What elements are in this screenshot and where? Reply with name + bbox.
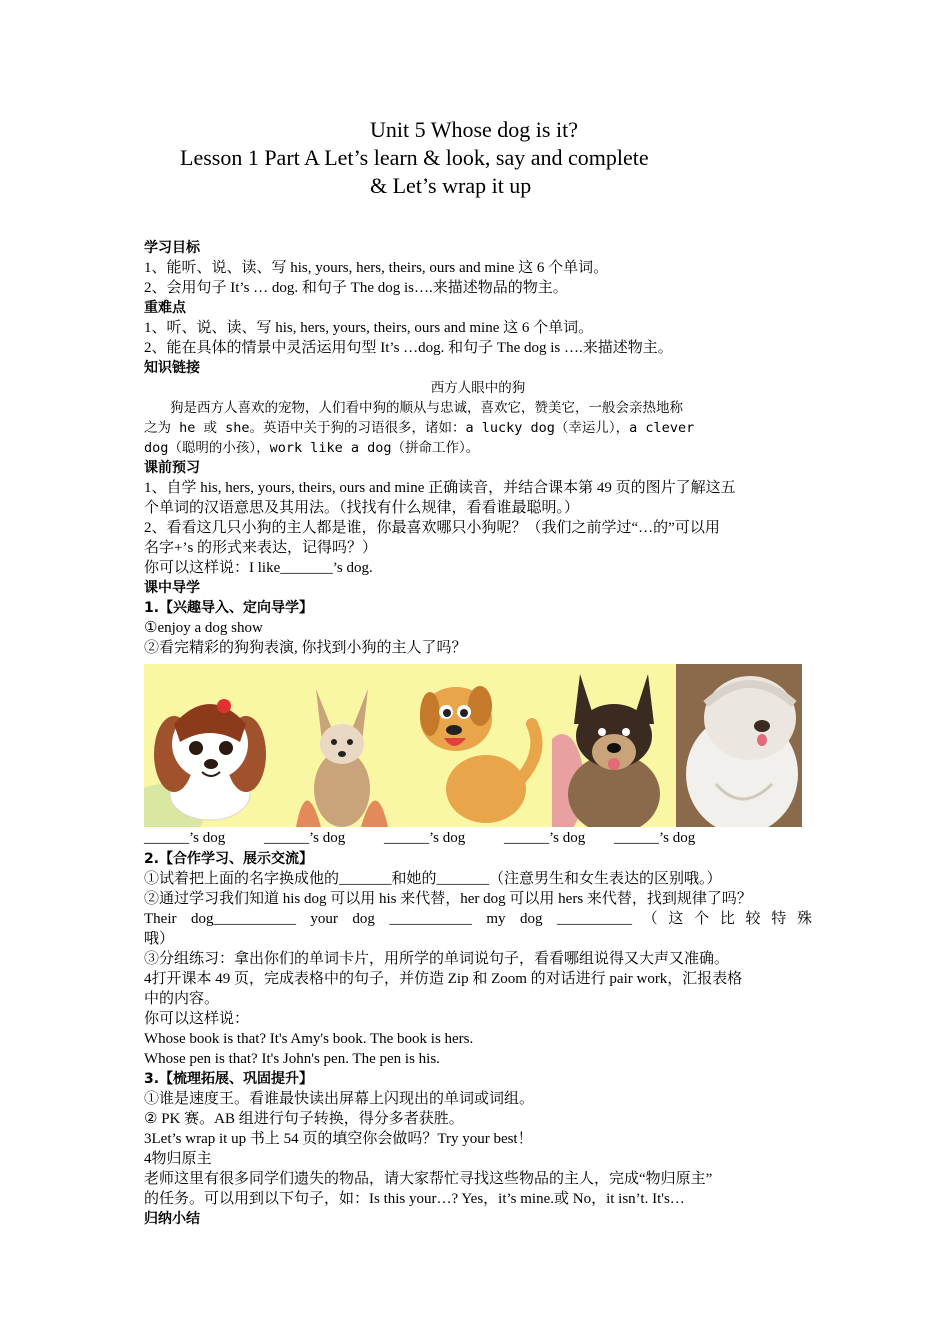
- knowledge-link-title: 西方人眼中的狗: [430, 380, 526, 396]
- step-1-heading: 1.【兴趣导入、定向导学】: [144, 600, 314, 616]
- step-3a: ①谁是速度王。看谁最快读出屏幕上闪现出的单词或词组。: [144, 1091, 535, 1107]
- lesson-title: Lesson 1 Part A Let’s learn & look, say and complete: [180, 145, 649, 170]
- example-sentence-1: Whose book is that? It's Amy's book. The book is hers.: [144, 1031, 474, 1047]
- preview-1b: 个单词的汉语意思及其用法。（找找有什么规律，看看谁最聪明。）: [144, 500, 580, 516]
- goal-1: 1、能听、说、读、写 his, yours, hers, theirs, ours and mine 这 6 个单词。: [144, 260, 609, 276]
- step-2b: ②通过学习我们知道 his dog 可以用 his 来代替，her dog 可以用 hers 来代替，找到规律了吗？: [144, 891, 752, 907]
- key-point-2: 2、能在具体的情景中灵活运用句型 It’s …dog. 和句子 The dog is ….来描述物主。: [144, 340, 673, 356]
- preview-3: 你可以这样说：I like_______’s dog.: [144, 560, 373, 576]
- dog-picture-1: [144, 664, 276, 827]
- step-2d: 哦）: [144, 931, 175, 947]
- step-3-heading: 3.【梳理拓展、巩固提升】: [144, 1071, 314, 1087]
- step-2a: ①试着把上面的名字换成他的_______和她的_______（注意男生和女生表达的区别哦。）: [144, 871, 722, 887]
- guide-heading: 课中导学: [144, 580, 200, 596]
- dog-owner-blank[interactable]: ______’s dog: [264, 830, 346, 846]
- step-3c: 3Let’s wrap it up 书上 54 页的填空你会做吗？Try your best！: [144, 1131, 533, 1147]
- step-2h: 你可以这样说：: [144, 1011, 250, 1027]
- summary-heading: 归纳小结: [144, 1211, 200, 1227]
- lesson-subtitle: & Let’s wrap it up: [370, 173, 532, 198]
- key-points-heading: 重难点: [144, 300, 186, 316]
- step-3d: 4物归原主: [144, 1151, 212, 1167]
- preview-2a: 2、看看这几只小狗的主人都是谁，你最喜欢哪只小狗呢？（我们之前学过“…的”可以用: [144, 520, 720, 536]
- step-2-heading: 2.【合作学习、展示交流】: [144, 851, 314, 867]
- dog-picture-3: [406, 664, 552, 827]
- dog-picture-4: [552, 664, 676, 827]
- step-1a: ①enjoy a dog show: [144, 620, 263, 636]
- knowledge-link-para-3: dog（聪明的小孩），work like a dog（拼命工作）。: [144, 440, 480, 456]
- knowledge-link-para-1: 狗是西方人喜欢的宠物，人们看中狗的顺从与忠诚，喜欢它，赞美它，一般会亲热地称: [170, 400, 683, 416]
- goals-heading: 学习目标: [144, 240, 200, 256]
- dog-picture-5: [676, 664, 802, 827]
- dog-owner-blank[interactable]: ______’s dog: [384, 830, 466, 846]
- key-point-1: 1、听、说、读、写 his, hers, yours, theirs, ours and mine 这 6 个单词。: [144, 320, 594, 336]
- example-sentence-2: Whose pen is that? It's John's pen. The pen is his.: [144, 1051, 440, 1067]
- dog-pictures: [144, 664, 802, 827]
- step-2c: Their dog___________ your dog ___________ my dog __________（这个比较特殊: [144, 911, 812, 927]
- step-3e: 老师这里有很多同学们遗失的物品，请大家帮忙寻找这些物品的主人，完成“物归原主”: [144, 1171, 713, 1187]
- step-2g: 中的内容。: [144, 991, 220, 1007]
- step-3f: 的任务。可以用到以下句子，如：Is this your…? Yes，it’s mine.或 No，it isn’t. It's…: [144, 1191, 685, 1207]
- step-2e: ③分组练习：拿出你们的单词卡片，用所学的单词说句子，看看哪组说得又大声又准确。: [144, 951, 730, 967]
- step-2f: 4打开课本 49 页，完成表格中的句子，并仿造 Zip 和 Zoom 的对话进行 pair work，汇报表格: [144, 971, 743, 987]
- dog-picture-2: [276, 664, 406, 827]
- unit-title: Unit 5 Whose dog is it?: [370, 117, 578, 142]
- preview-2b: 名字+’s 的形式来表达，记得吗？）: [144, 540, 378, 556]
- knowledge-link-heading: 知识链接: [144, 360, 200, 376]
- dog-owner-blank[interactable]: ______’s dog: [504, 830, 586, 846]
- dog-owner-blanks: [144, 827, 812, 849]
- goal-2: 2、会用句子 It’s … dog. 和句子 The dog is….来描述物品的物主。: [144, 280, 568, 296]
- dog-owner-blank[interactable]: ______’s dog: [144, 830, 226, 846]
- preview-heading: 课前预习: [144, 460, 200, 476]
- worksheet-content: [144, 238, 812, 1229]
- dog-owner-blank[interactable]: ______’s dog: [614, 830, 696, 846]
- step-1b: ②看完精彩的狗狗表演, 你找到小狗的主人了吗？: [144, 640, 467, 656]
- step-3b: ② PK 赛。AB 组进行句子转换，得分多者获胜。: [144, 1111, 464, 1127]
- preview-1a: 1、自学 his, hers, yours, theirs, ours and mine 正确读音，并结合课本第 49 页的图片了解这五: [144, 480, 736, 496]
- knowledge-link-para-2: 之为 he 或 she。英语中关于狗的习语很多，诸如：a lucky dog（幸运儿），a clever: [144, 420, 695, 436]
